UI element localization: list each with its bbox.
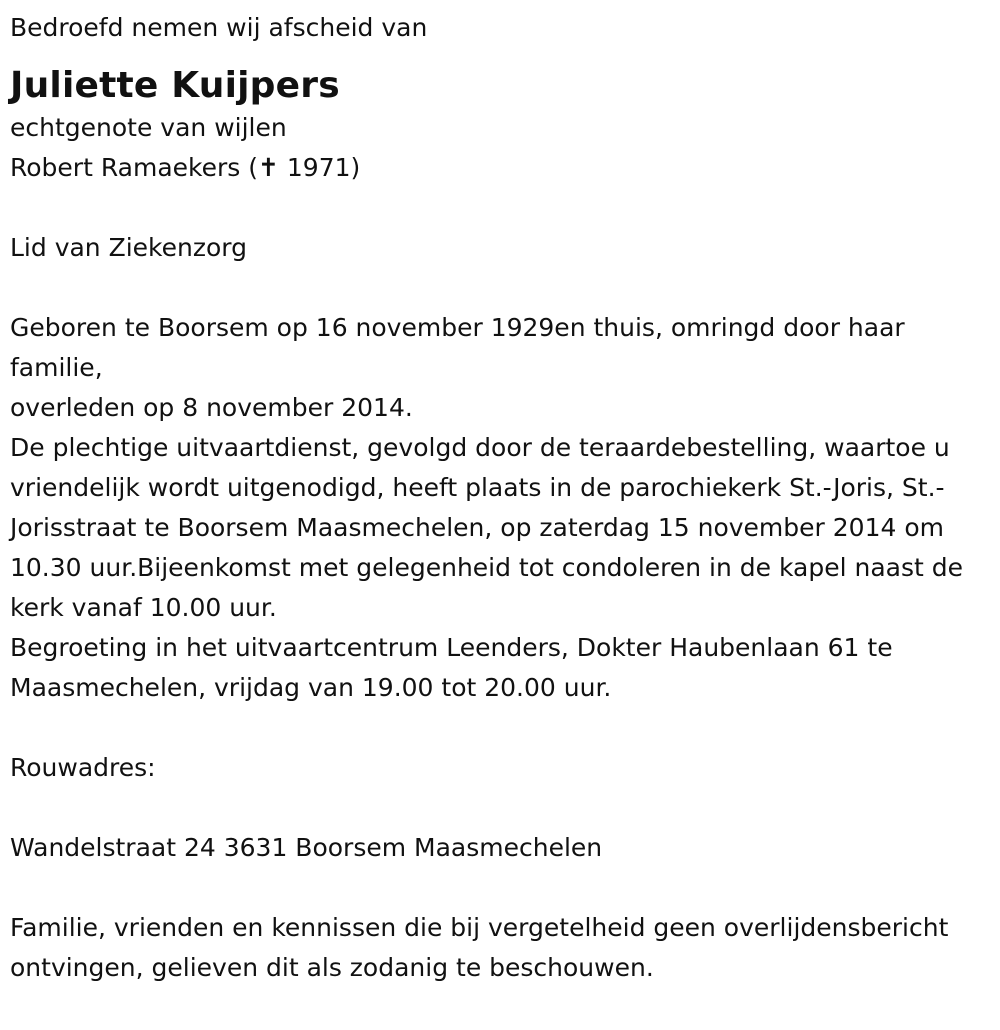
deceased-name: Juliette Kuijpers [10,65,340,106]
intro-text: Bedroefd nemen wij afscheid van [10,13,428,42]
closing-text: Familie, vrienden en kennissen die bij vergetelheid geen overlijdensbericht ontvingen, gelieven dit als zodanig te beschouwen. [10,913,949,982]
spouse-line-2: Robert Ramaekers (✝ 1971) [10,153,361,182]
greeting-text: Begroeting in het uitvaartcentrum Leenders, Dokter Haubenlaan 61 te Maasmechelen, vrijdag van 19.00 tot 20.00 uur. [10,633,893,702]
spacer [10,268,985,308]
membership-text: Lid van Ziekenzorg [10,233,247,262]
spacer [10,868,985,908]
birth-text: Geboren te Boorsem op 16 november 1929en thuis, omringd door haar familie, [10,313,905,382]
address-label: Rouwadres: [10,753,156,782]
address-value: Wandelstraat 24 3631 Boorsem Maasmechelen [10,833,603,862]
spacer [10,788,985,828]
death-text: overleden op 8 november 2014. [10,393,413,422]
spacer [10,188,985,228]
obituary-notice [10,8,985,988]
spouse-line-1: echtgenote van wijlen [10,113,287,142]
spacer [10,708,985,748]
service-text: De plechtige uitvaartdienst, gevolgd door de teraardebestelling, waartoe u vriendelijk wordt uitgenodigd, heeft plaats in de parochiekerk St.-Joris, St.-Jorisstraat te Boorsem Maasmechelen, op zaterdag 15 november 2014 om 10.30 uur.Bijeenkomst met gelegenheid tot condoleren in de kapel naast de kerk vanaf 10.00 uur. [10,433,964,622]
